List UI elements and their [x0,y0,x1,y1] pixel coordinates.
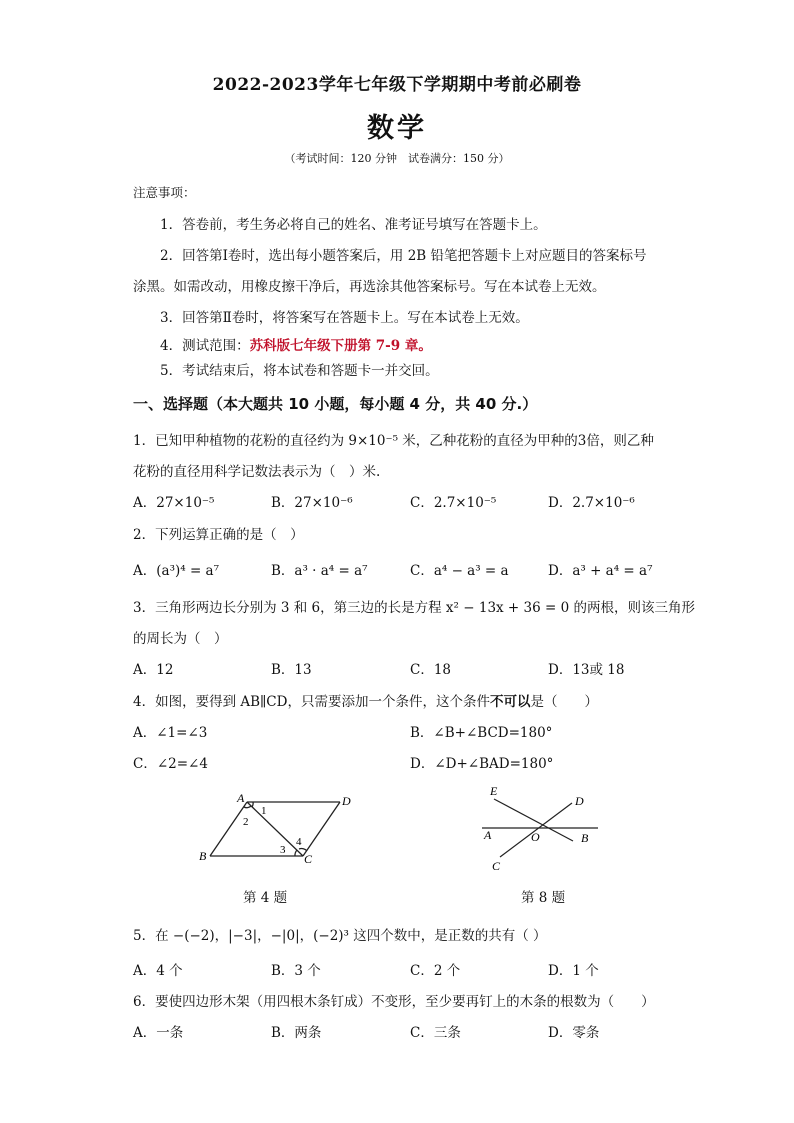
q5-option-a: A．4 个 [133,963,183,979]
q1-option-d: D．2.7×10⁻⁶ [548,495,635,511]
note-item-scope: 4．测试范围：苏科版七年级下册第 7-9 章。 [160,338,432,354]
q2-stem: 2．下列运算正确的是（ ） [133,527,304,543]
fig4-label-3: 3 [280,844,286,856]
paper-title: 2022-2023学年七年级下学期期中考前必刷卷 [212,75,582,95]
q2-option-c: C．a⁴ − a³ = a [410,563,509,579]
scope-text: 苏科版七年级下册第 7-9 章。 [249,338,432,354]
q1-stem: 1．已知甲种植物的花粉的直径约为 9×10⁻⁵ 米，乙种花粉的直径为甲种的3倍，则乙种 [133,433,654,449]
q6-option-a: A．一条 [133,1025,184,1041]
q5-option-b: B．3 个 [271,963,321,979]
q2-option-d: D．a³ + a⁴ = a⁷ [548,563,653,579]
figure-q8-caption: 第 8 题 [521,890,566,906]
q5-stem: 5．在 −(−2)，|−3|，−|0|，(−2)³ 这四个数中，是正数的共有（ ） [133,928,547,944]
fig4-label-d: D [342,794,351,808]
fig4-label-1: 1 [261,805,267,817]
fig8-label-o: O [531,830,540,844]
q3-option-a: A．12 [133,662,174,678]
q1-stem-cont: 花粉的直径用科学记数法表示为（ ）米. [133,464,381,480]
q4-option-a: A．∠1=∠3 [133,725,208,741]
q6-option-b: B．两条 [271,1025,322,1041]
notes-heading: 注意事项： [133,185,196,200]
q4-emphasis: 不可以 [489,694,531,710]
q6-option-c: C．三条 [410,1025,461,1041]
fig4-label-4: 4 [296,836,302,848]
q5-option-d: D．1 个 [548,963,599,979]
q5-option-c: C．2 个 [410,963,461,979]
fig4-label-2: 2 [243,816,249,828]
figure-q4-parallelogram [195,790,365,870]
subject-title: 数学 [367,113,427,144]
q3-option-d: D．13或 18 [548,662,625,678]
q6-option-d: D．零条 [548,1025,600,1041]
note-item: 2．回答第Ⅰ卷时，选出每小题答案后，用 2B 铅笔把答题卡上对应题目的答案标号 [160,248,647,264]
q1-option-c: C．2.7×10⁻⁵ [410,495,497,511]
figure-q8-lines [478,783,603,875]
q2-option-a: A．(a³)⁴ = a⁷ [133,563,220,579]
q3-stem-cont: 的周长为（ ） [133,631,228,647]
q3-option-b: B．13 [271,662,312,678]
fig8-label-e: E [490,784,498,798]
fig8-label-a: A [484,828,492,842]
q4-option-b: B．∠B+∠BCD=180° [410,725,553,741]
note-item: 3．回答第Ⅱ卷时，将答案写在答题卡上。写在本试卷上无效。 [160,310,529,326]
note-item: 5．考试结束后，将本试卷和答题卡一并交回。 [160,363,439,379]
q1-option-a: A．27×10⁻⁵ [133,495,215,511]
q4-option-c: C．∠2=∠4 [133,756,208,772]
note-item: 涂黑。如需改动，用橡皮擦干净后，再选涂其他答案标号。写在本试卷上无效。 [133,279,606,295]
note-item: 1．答卷前，考生务必将自己的姓名、准考证号填写在答题卡上。 [160,217,547,233]
figure-q4-caption: 第 4 题 [243,890,288,906]
exam-info: （考试时间：120 分钟 试卷满分：150 分） [284,152,510,165]
q1-option-b: B．27×10⁻⁶ [271,495,353,511]
fig8-label-c: C [492,859,501,873]
fig4-label-b: B [199,849,207,863]
q4-option-d: D．∠D+∠BAD=180° [410,756,554,772]
q2-option-b: B．a³ · a⁴ = a⁷ [271,563,368,579]
section-heading: 一、选择题（本大题共 10 小题，每小题 4 分，共 40 分.） [133,395,538,413]
fig4-label-c: C [304,852,313,866]
fig8-label-b: B [581,831,589,845]
q3-option-c: C．18 [410,662,452,678]
q4-stem: 4．如图，要得到 AB∥CD，只需要添加一个条件，这个条件不可以是（ ） [133,694,598,710]
q6-stem: 6．要使四边形木架（用四根木条钉成）不变形，至少要再钉上的木条的根数为（ ） [133,994,655,1010]
fig4-label-a: A [237,791,245,805]
q3-stem: 3．三角形两边长分别为 3 和 6，第三边的长是方程 x² − 13x + 36 = 0 的两根，则该三角形 [133,600,695,616]
fig8-label-d: D [575,794,584,808]
